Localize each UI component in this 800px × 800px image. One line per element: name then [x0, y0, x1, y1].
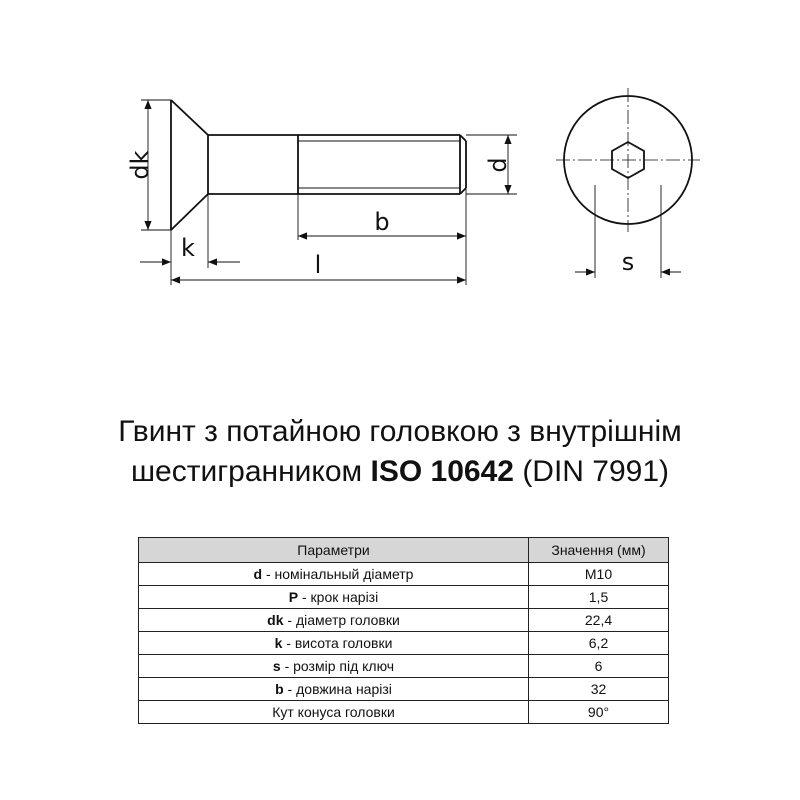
table-row	[139, 563, 669, 586]
screw-side-view	[171, 100, 466, 230]
page-title	[0, 412, 800, 492]
dk-label: dk	[126, 150, 154, 180]
value-cell: 32	[529, 678, 669, 701]
parameter-cell	[139, 609, 529, 632]
header-parameters: Параметри	[139, 538, 529, 563]
parameter-description: - висота головки	[282, 635, 393, 651]
table-row	[139, 701, 669, 724]
k-label: k	[181, 234, 195, 262]
thread-lines	[298, 141, 460, 188]
parameter-cell	[139, 632, 529, 655]
table-row	[139, 586, 669, 609]
header-values: Значення (мм)	[529, 538, 669, 563]
value-cell: 1,5	[529, 586, 669, 609]
head-view-centerlines	[556, 88, 700, 232]
parameter-cell	[139, 586, 529, 609]
title-line-1: Гвинт з потайною головкою з внутрішнім	[118, 415, 682, 448]
s-label: s	[621, 248, 635, 276]
l-label: l	[314, 251, 322, 279]
extension-lines	[141, 100, 661, 285]
parameter-description: Кут конуса головки	[272, 704, 395, 720]
table-row	[139, 609, 669, 632]
parameter-cell	[139, 701, 529, 724]
standard-iso: ISO 10642	[370, 455, 514, 488]
parameter-symbol: k	[274, 635, 283, 651]
dimension-lines	[140, 100, 681, 280]
parameter-description: - номінальный діаметр	[262, 566, 414, 582]
parameter-cell	[139, 563, 529, 586]
b-label: b	[374, 208, 390, 236]
d-label: d	[484, 157, 512, 173]
parameter-symbol: dk	[267, 612, 284, 628]
specification-table	[138, 537, 669, 724]
value-cell: 6,2	[529, 632, 669, 655]
parameter-description: - довжина нарізі	[283, 681, 392, 697]
screw-technical-drawing	[0, 0, 800, 300]
table-row	[139, 632, 669, 655]
table-header-row	[139, 538, 669, 563]
parameter-description: - розмір під ключ	[280, 658, 395, 674]
value-cell: 22,4	[529, 609, 669, 632]
parameter-cell	[139, 655, 529, 678]
standard-din: (DIN 7991)	[522, 455, 670, 488]
parameter-cell	[139, 678, 529, 701]
table-row	[139, 655, 669, 678]
title-line-2	[0, 452, 800, 492]
parameter-description: - крок нарізі	[298, 589, 379, 605]
parameter-description: - діаметр головки	[283, 612, 400, 628]
parameter-symbol: b	[275, 681, 284, 697]
value-cell: 90°	[529, 701, 669, 724]
parameter-symbol: d	[253, 566, 263, 582]
value-cell: 6	[529, 655, 669, 678]
parameter-symbol: s	[272, 658, 281, 674]
table-row	[139, 678, 669, 701]
parameter-symbol: P	[288, 589, 299, 605]
title-line-2-prefix: шестигранником	[130, 455, 363, 488]
value-cell: M10	[529, 563, 669, 586]
